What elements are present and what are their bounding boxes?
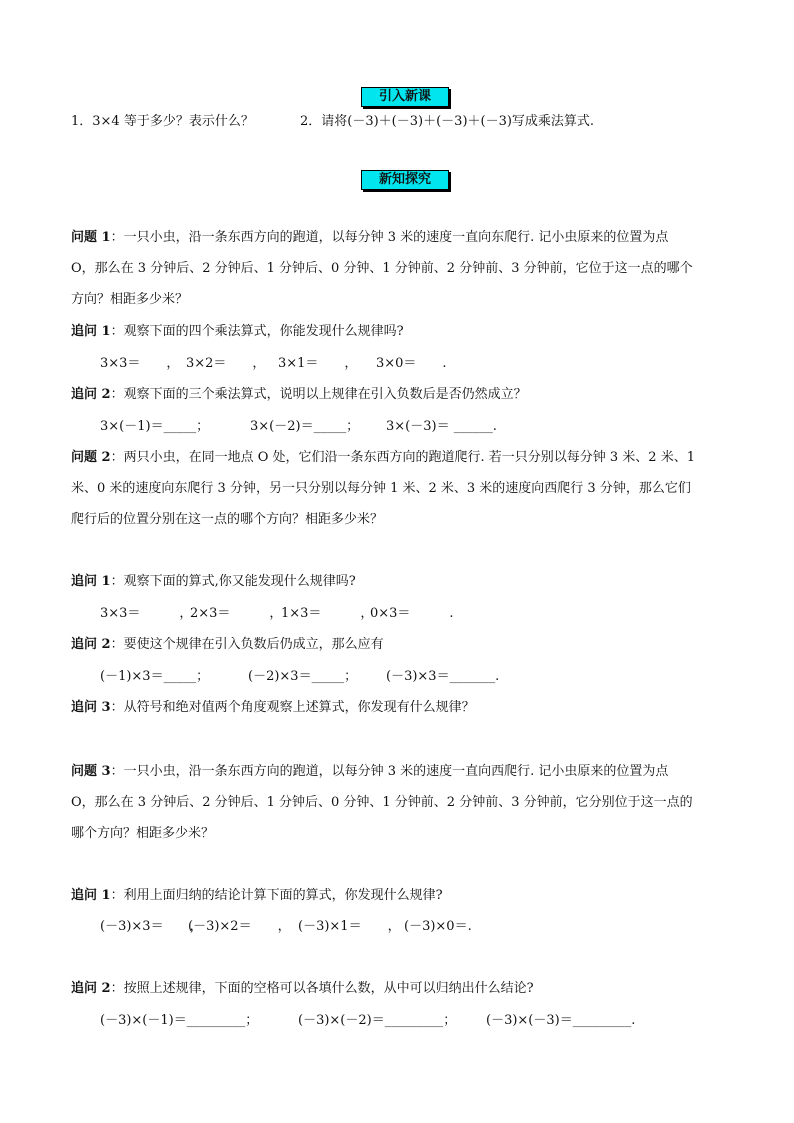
problem-3-line-2: O，那么在 3 分钟后、2 分钟后、1 分钟后、0 分钟、1 分钟前、2 分钟前、3 分钟前，它分别位于这一点的 xyxy=(71,795,693,810)
followup-label: 追问 1 xyxy=(71,574,111,589)
heading-intro: 引入新课 xyxy=(361,87,449,107)
problem-3-followup-1 xyxy=(71,887,443,905)
followup-text: ：观察下面的四个乘法算式，你能发现什么规律吗? xyxy=(110,324,404,339)
problem-3-label: 问题 3 xyxy=(71,764,111,779)
problem-3-text-1: ：一只小虫，沿一条东西方向的跑道，以每分钟 3 米的速度一直向西爬行. 记小虫原来的位置为点 xyxy=(110,764,669,779)
expression: (－3)×(－2)＝_________； xyxy=(298,1013,457,1028)
expression: (－3)×(－3)＝_________. xyxy=(486,1013,636,1028)
intro-question-1: 1．3×4 等于多少？表示什么？ xyxy=(71,114,254,129)
followup-text: ：观察下面的算式,你又能发现什么规律吗? xyxy=(110,574,356,589)
expression: (－3)×0＝. xyxy=(404,919,472,934)
followup-text: ：要使这个规律在引入负数后仍成立，那么应有 xyxy=(110,637,384,652)
problem-2-followup-1 xyxy=(71,573,356,591)
followup-label: 追问 2 xyxy=(71,981,111,996)
problem-2-line-1 xyxy=(71,449,695,467)
problem-1-label: 问题 1 xyxy=(71,230,111,245)
problem-2-line-3: 爬行后的位置分别在这一点的哪个方向？相距多少米？ xyxy=(71,512,384,527)
followup-label: 追问 3 xyxy=(71,700,111,715)
expression: 3×3＝ ， xyxy=(100,356,180,371)
expression: 0×3＝ . xyxy=(370,606,454,621)
followup-label: 追问 2 xyxy=(71,637,111,652)
expression: (－3)×1＝ ， xyxy=(298,919,401,934)
problem-3-followup-2 xyxy=(71,980,534,998)
problem-2-line-2: 米、0 米的速度向东爬行 3 分钟，另一只分别以每分钟 1 米、2 米、3 米的速度向西爬行 3 分钟，那么它们 xyxy=(71,481,691,496)
problem-1-text-1: ：一只小虫，沿一条东西方向的跑道，以每分钟 3 米的速度一直向东爬行. 记小虫原来的位置为点 xyxy=(110,230,669,245)
heading-explore: 新知探究 xyxy=(361,170,449,190)
followup-text: ：利用上面归纳的结论计算下面的算式，你发现什么规律? xyxy=(110,888,443,903)
expression: (－1)×3＝_____； xyxy=(100,669,210,684)
expression: 3×2＝ ， xyxy=(186,356,266,371)
expression: 3×0＝ . xyxy=(376,356,447,371)
expression: (－3)×3＝ ， xyxy=(100,919,203,934)
followup-text: ：从符号和绝对值两个角度观察上述算式，你发现有什么规律？ xyxy=(110,700,475,715)
expression: (－3)×3＝_______. xyxy=(386,669,500,684)
followup-label: 追问 1 xyxy=(71,888,111,903)
expression: (－3)×2＝ ， xyxy=(188,919,291,934)
expression: 3×(－2)＝_____； xyxy=(250,419,360,434)
expression: (－3)×(－1)＝_________； xyxy=(100,1013,259,1028)
expression: (－2)×3＝_____； xyxy=(248,669,358,684)
expression: 3×3＝ ， xyxy=(100,606,193,621)
followup-label: 追问 2 xyxy=(71,387,111,402)
problem-1-line-1 xyxy=(71,229,668,247)
problem-2-followup-3 xyxy=(71,699,475,717)
problem-3-line-3: 哪个方向？相距多少米？ xyxy=(71,826,215,841)
intro-question-2: 2．请将(－3)＋(－3)＋(－3)＋(－3)写成乘法算式. xyxy=(300,114,595,129)
expression: 1×3＝ ， xyxy=(281,606,374,621)
expression: 2×3＝ ， xyxy=(190,606,283,621)
problem-1-line-3: 方向？相距多少米？ xyxy=(71,292,189,307)
expression: 3×(－1)＝_____； xyxy=(100,419,210,434)
followup-text: ：按照上述规律，下面的空格可以各填什么数，从中可以归纳出什么结论? xyxy=(110,981,534,996)
problem-2-label: 问题 2 xyxy=(71,450,111,465)
problem-1-followup-2 xyxy=(71,386,527,404)
followup-text: ：观察下面的三个乘法算式，说明以上规律在引入负数后是否仍然成立？ xyxy=(110,387,527,402)
problem-1-followup-1 xyxy=(71,323,404,341)
expression: 3×1＝ ， xyxy=(278,356,358,371)
expression: 3×(－3)＝ ______. xyxy=(386,419,497,434)
problem-3-line-1 xyxy=(71,763,668,781)
problem-2-text-1: ：两只小虫，在同一地点 O 处，它们沿一条东西方向的跑道爬行. 若一只分别以每分钟 3 米、2 米、1 xyxy=(110,450,695,465)
problem-1-line-2: O，那么在 3 分钟后、2 分钟后、1 分钟后、0 分钟、1 分钟前、2 分钟前、3 分钟前，它位于这一点的哪个 xyxy=(71,261,693,276)
problem-2-followup-2 xyxy=(71,636,384,654)
followup-label: 追问 1 xyxy=(71,324,111,339)
